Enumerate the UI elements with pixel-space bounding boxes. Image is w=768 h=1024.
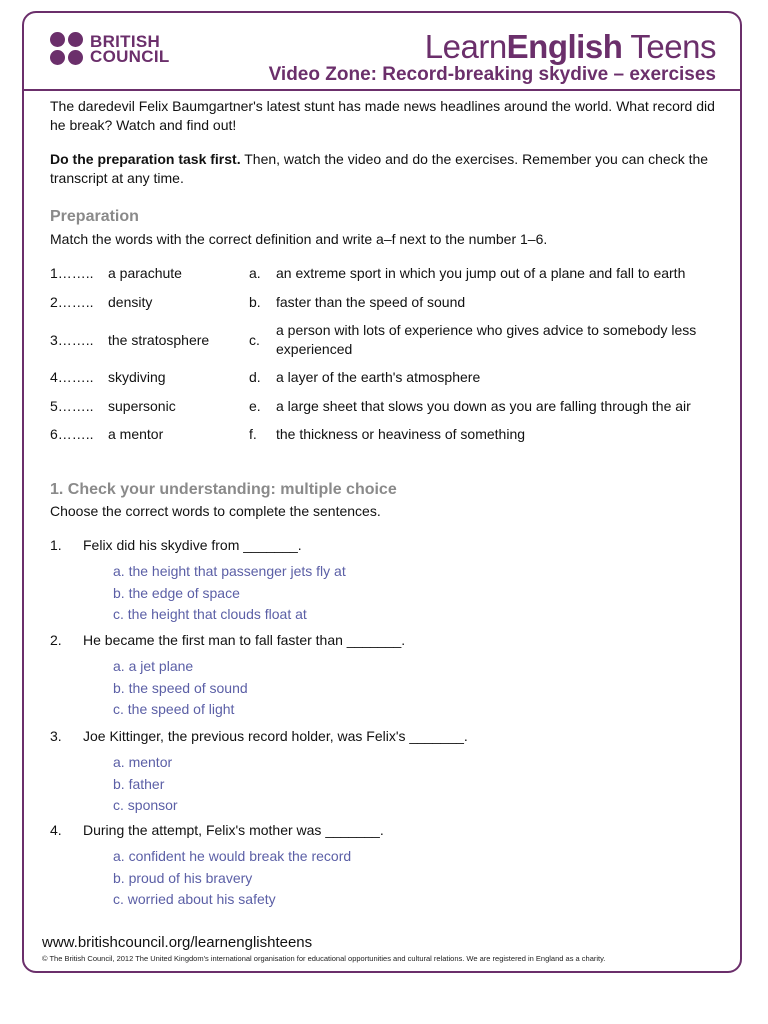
answer-option[interactable]: a. confident he would break the record [113, 848, 352, 864]
question-number: 2. [50, 632, 62, 648]
match-number[interactable]: 1…….. [50, 265, 94, 281]
logo-dots-icon [50, 32, 83, 65]
page-title: Video Zone: Record-breaking skydive – exercises [268, 64, 716, 85]
match-letter: d. [249, 369, 261, 385]
question-number: 1. [50, 537, 62, 553]
match-letter: a. [249, 265, 261, 281]
match-number[interactable]: 5…….. [50, 398, 94, 414]
question-text: During the attempt, Felix's mother was _______. [83, 822, 384, 838]
match-definition: an extreme sport in which you jump out of a plane and fall to earth [276, 265, 686, 281]
intro-paragraph: The daredevil Felix Baumgartner's latest stunt has made news headlines around the world. What record did he break? Watch and find out! [50, 98, 715, 133]
question-number: 4. [50, 822, 62, 838]
match-letter: c. [249, 332, 260, 348]
footer-copyright: © The British Council, 2012 The United Kingdom's international organisation for educational opportunities and cultural relations. We are registered in England as a charity. [42, 954, 606, 963]
logo-line-1: BRITISH [90, 31, 161, 51]
section1-heading: 1. Check your understanding: multiple choice [50, 481, 397, 498]
match-word: a mentor [108, 426, 164, 442]
preparation-instruction: Match the words with the correct definition and write a–f next to the number 1–6. [50, 231, 548, 247]
match-definition: faster than the speed of sound [276, 294, 466, 310]
question-text: He became the first man to fall faster than _______. [83, 632, 406, 648]
answer-option[interactable]: a. the height that passenger jets fly at [113, 563, 346, 579]
match-number[interactable]: 6…….. [50, 426, 94, 442]
match-number[interactable]: 3…….. [50, 332, 94, 348]
answer-option[interactable]: c. the speed of light [113, 701, 235, 717]
question-number: 3. [50, 728, 62, 744]
question-text: Joe Kittinger, the previous record holder, was Felix's _______. [83, 728, 468, 744]
footer-url[interactable]: www.britishcouncil.org/learnenglishteens [42, 934, 313, 951]
logo-line-2: COUNCIL [90, 46, 170, 66]
answer-option[interactable]: c. the height that clouds float at [113, 606, 307, 622]
match-number[interactable]: 2…….. [50, 294, 94, 310]
match-word: supersonic [108, 398, 176, 414]
match-letter: e. [249, 398, 261, 414]
match-definition: a layer of the earth's atmosphere [276, 369, 481, 385]
answer-option[interactable]: b. the speed of sound [113, 679, 248, 696]
answer-option[interactable]: a. mentor [113, 754, 173, 770]
task-paragraph: Do the preparation task first. Then, watch the video and do the exercises. Remember you can check the transcript at any time. [50, 151, 709, 186]
match-definition: a person with lots of experience who gives advice to somebody less experienced [276, 322, 697, 357]
answer-option[interactable]: b. father [113, 775, 165, 792]
match-word: the stratosphere [108, 332, 210, 348]
learnenglish-teens-brand: LearnEnglish Teens [424, 28, 716, 65]
match-word: density [108, 294, 153, 310]
question-text: Felix did his skydive from _______. [83, 537, 302, 553]
answer-option[interactable]: c. worried about his safety [113, 891, 276, 907]
match-word: skydiving [108, 369, 166, 385]
match-number[interactable]: 4…….. [50, 369, 94, 385]
match-letter: f. [249, 426, 257, 442]
header-divider [24, 89, 740, 91]
preparation-heading: Preparation [50, 208, 139, 225]
answer-option[interactable]: c. sponsor [113, 797, 178, 813]
match-definition: the thickness or heaviness of something [276, 426, 526, 442]
answer-option[interactable]: b. proud of his bravery [113, 869, 253, 886]
match-letter: b. [249, 294, 261, 310]
section1-instruction: Choose the correct words to complete the sentences. [50, 503, 381, 519]
answer-option[interactable]: b. the edge of space [113, 584, 240, 601]
answer-option[interactable]: a. a jet plane [113, 658, 194, 674]
match-word: a parachute [108, 265, 182, 281]
match-definition: a large sheet that slows you down as you are falling through the air [276, 398, 691, 414]
british-council-logo [50, 32, 170, 65]
